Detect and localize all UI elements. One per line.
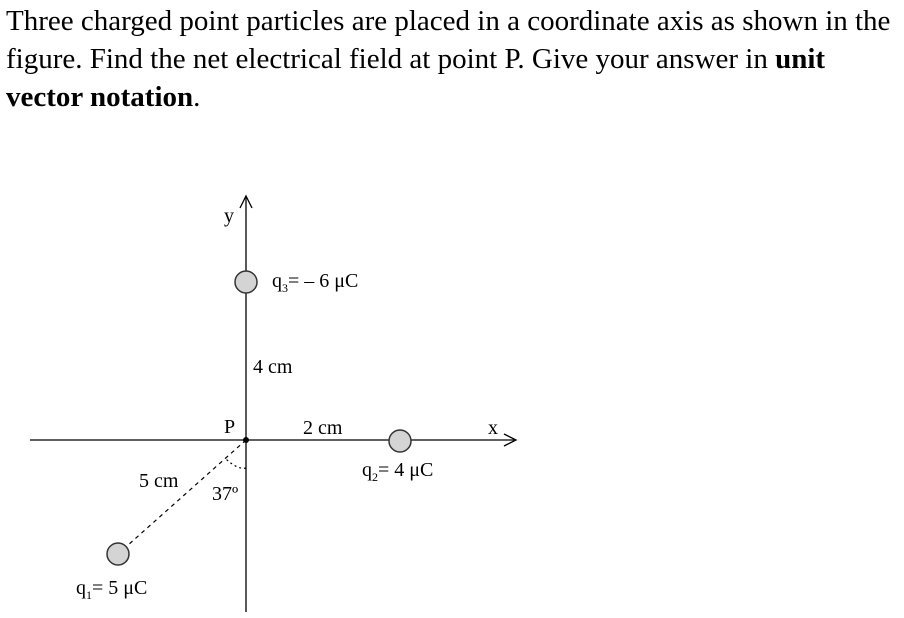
charge-q3-label: $q_3= - 6$ μC: [272, 270, 359, 295]
problem-text-end: .: [193, 81, 201, 113]
charge-q2: [389, 430, 411, 452]
problem-text-main: Three charged point particles are placed in a coordinate axis as shown in the figure. Find the net electrical field at point P. Give your answer in: [6, 5, 891, 75]
problem-text-bold: unit vector notation: [6, 43, 826, 113]
distance-q1-label: 5 cm: [139, 470, 179, 492]
x-axis-label: x: [488, 417, 498, 439]
y-axis-label: y: [224, 205, 234, 227]
angle-label: 37º: [212, 483, 239, 505]
distance-q3-label: 4 cm: [253, 356, 293, 378]
distance-q2-label: 2 cm: [303, 417, 343, 439]
charge-q2-label: $q_2= 4$ μC: [362, 459, 434, 484]
point-p-label: P: [224, 416, 236, 438]
charge-q1-label: $q_1= 5$ μC: [76, 577, 148, 602]
angle-arc: [226, 459, 246, 468]
charge-q3: [235, 271, 257, 293]
charge-q1: [107, 543, 129, 565]
